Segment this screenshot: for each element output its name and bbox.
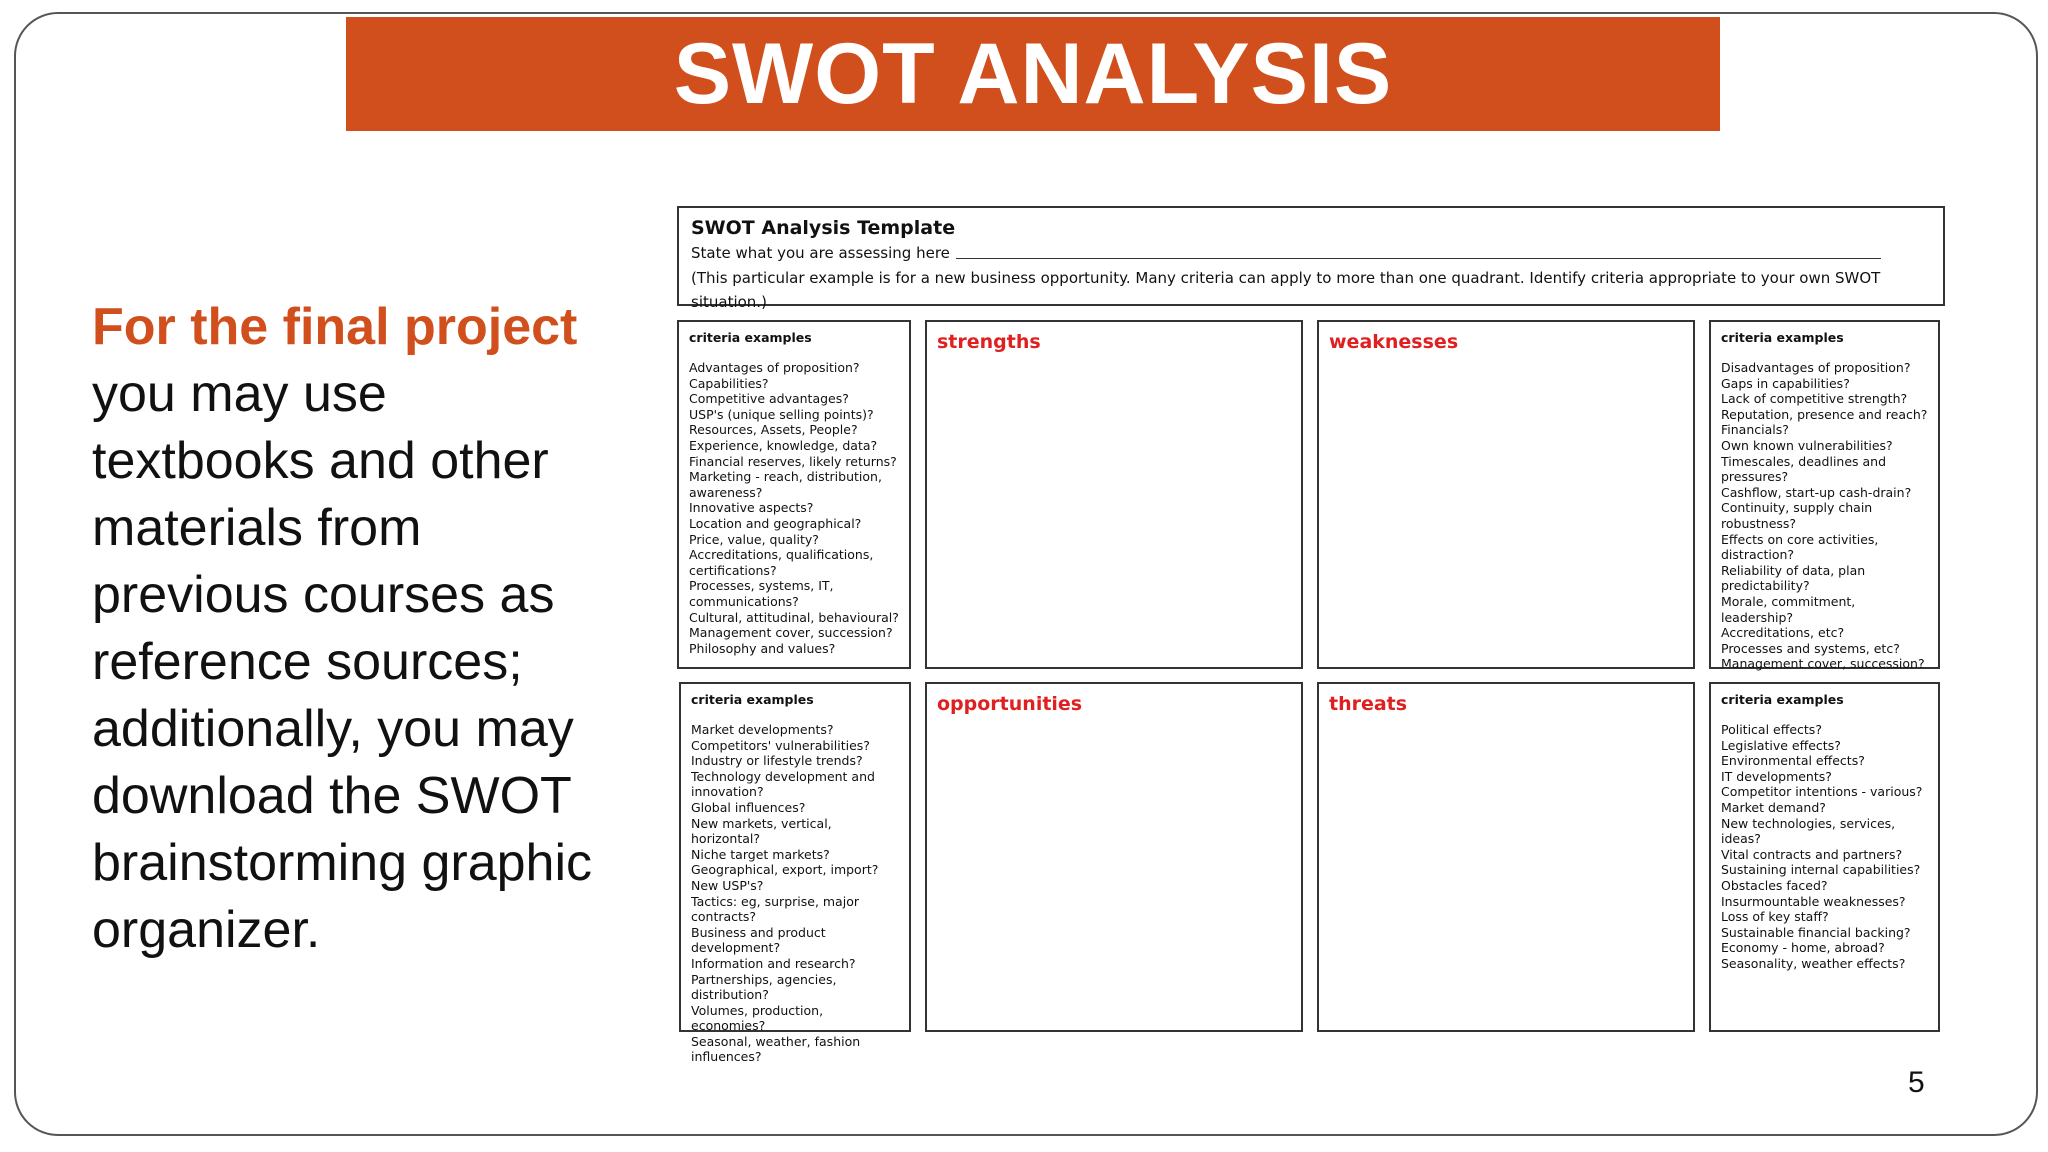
criteria-item: IT developments? xyxy=(1721,768,1832,784)
criteria-item: Business and product development? xyxy=(691,924,826,956)
criteria-item: Processes, systems, IT, xyxy=(689,578,834,594)
body-text xyxy=(92,294,652,964)
body-line: previous courses as xyxy=(92,566,555,624)
criteria-item: New technologies, services, ideas? xyxy=(1721,815,1896,847)
criteria-item: awareness? xyxy=(689,484,763,500)
criteria-item: communications? xyxy=(689,593,799,609)
template-title: SWOT Analysis Template xyxy=(691,217,956,239)
criteria-item: Cultural, attitudinal, behavioural? xyxy=(689,609,899,625)
body-highlight: For the final project xyxy=(92,298,578,356)
criteria-item: Competitive advantages? xyxy=(689,391,849,407)
body-line: organizer. xyxy=(92,901,321,959)
criteria-item: Financial reserves, likely returns? xyxy=(689,453,897,469)
criteria-item: Vital contracts and partners? xyxy=(1721,846,1903,862)
criteria-item: USP's (unique selling points)? xyxy=(689,406,874,422)
page-number: 5 xyxy=(1908,1066,1925,1099)
criteria-item: Sustainable financial backing? xyxy=(1721,924,1911,940)
criteria-item: Morale, commitment, leadership? xyxy=(1721,593,1856,625)
body-line: textbooks and other xyxy=(92,432,549,490)
criteria-item: Volumes, production, economies? xyxy=(691,1002,824,1034)
criteria-item: Political effects? xyxy=(1721,722,1822,737)
criteria-item: distraction? xyxy=(1721,547,1795,563)
template-state-line xyxy=(691,240,1931,266)
template-note: (This particular example is for a new business opportunity. Many criteria can apply to more than one quadrant. Identify criteria appropriate to your own SWOT situation.) xyxy=(691,269,1881,311)
criteria-item: Innovative aspects? xyxy=(689,500,814,516)
criteria-box-opportunities xyxy=(679,682,911,1065)
criteria-item: Effects on core activities, xyxy=(1721,531,1879,547)
criteria-list xyxy=(691,722,899,1065)
criteria-item: predictability? xyxy=(1721,578,1810,594)
quadrant-heading-opportunities: opportunities xyxy=(937,693,1083,715)
criteria-item: Obstacles faced? xyxy=(1721,877,1828,893)
criteria-item: robustness? xyxy=(1721,515,1797,531)
criteria-item: New markets, vertical, horizontal? xyxy=(691,815,832,847)
quadrant-weaknesses xyxy=(1317,320,1695,669)
criteria-box-strengths xyxy=(677,320,911,669)
criteria-item: Cashflow, start-up cash-drain? xyxy=(1721,484,1912,500)
criteria-item: Environmental effects? xyxy=(1721,753,1865,769)
criteria-item: Technology development and xyxy=(691,768,875,784)
criteria-item: Accreditations, qualifications, xyxy=(689,547,874,563)
body-line: download the SWOT xyxy=(92,767,572,825)
criteria-item: Price, value, quality? xyxy=(689,531,819,547)
criteria-item: Management cover, succession? xyxy=(689,625,893,641)
criteria-item: Advantages of proposition? xyxy=(689,360,860,375)
body-line: additionally, you may xyxy=(92,700,574,758)
criteria-item: Own known vulnerabilities? xyxy=(1721,437,1893,453)
criteria-item: Seasonal, weather, fashion xyxy=(691,1033,861,1049)
criteria-item: Competitor intentions - various? xyxy=(1721,784,1923,800)
criteria-box-threats xyxy=(1709,682,1940,1032)
criteria-item: Financials? xyxy=(1721,422,1789,438)
criteria-item: Loss of key staff? xyxy=(1721,909,1829,925)
slide-title: SWOT ANALYSIS xyxy=(673,26,1393,122)
criteria-item: Processes and systems, etc? xyxy=(1721,640,1900,656)
criteria-item: Industry or lifestyle trends? xyxy=(691,753,863,769)
body-line: brainstorming graphic xyxy=(92,834,593,892)
criteria-item: Gaps in capabilities? xyxy=(1721,375,1850,391)
template-state-label: State what you are assessing here xyxy=(691,244,950,262)
criteria-item: Tactics: eg, surprise, major xyxy=(691,893,859,909)
criteria-item: certifications? xyxy=(689,562,777,578)
quadrant-heading-threats: threats xyxy=(1329,693,1408,715)
criteria-list xyxy=(689,360,899,656)
criteria-item: Marketing - reach, distribution, xyxy=(689,469,882,485)
criteria-item: Timescales, deadlines and xyxy=(1721,453,1887,469)
criteria-item: Market demand? xyxy=(1721,799,1826,815)
criteria-item: New USP's? xyxy=(691,877,764,893)
criteria-item: Information and research? xyxy=(691,955,856,971)
criteria-item: Philosophy and values? xyxy=(689,640,836,656)
criteria-item: Seasonality, weather effects? xyxy=(1721,955,1906,971)
criteria-item: Sustaining internal capabilities? xyxy=(1721,862,1921,878)
quadrant-heading-strengths: strengths xyxy=(937,331,1041,353)
criteria-item: Experience, knowledge, data? xyxy=(689,437,878,453)
criteria-item: Disadvantages of proposition? xyxy=(1721,360,1911,375)
criteria-item: Partnerships, agencies, distribution? xyxy=(691,971,837,1003)
criteria-item: innovation? xyxy=(691,784,764,800)
template-underline xyxy=(956,258,1881,259)
criteria-list xyxy=(1721,722,1928,972)
criteria-heading: criteria examples xyxy=(691,692,814,707)
criteria-item: Competitors' vulnerabilities? xyxy=(691,737,870,753)
criteria-item: Geographical, export, import? xyxy=(691,862,879,878)
criteria-item: pressures? xyxy=(1721,469,1789,485)
quadrant-heading-weaknesses: weaknesses xyxy=(1329,331,1459,353)
criteria-list xyxy=(1721,360,1928,672)
body-line: materials from xyxy=(92,499,422,557)
quadrant-threats xyxy=(1317,682,1695,1032)
criteria-item: Capabilities? xyxy=(689,375,769,391)
body-line: reference sources; xyxy=(92,633,523,691)
criteria-item: Continuity, supply chain xyxy=(1721,500,1873,516)
criteria-item: influences? xyxy=(691,1049,762,1065)
criteria-item: Resources, Assets, People? xyxy=(689,422,858,438)
criteria-item: Economy - home, abroad? xyxy=(1721,940,1885,956)
criteria-item: Lack of competitive strength? xyxy=(1721,391,1908,407)
title-banner xyxy=(346,17,1720,131)
quadrant-opportunities xyxy=(925,682,1303,1032)
body-line: you may use xyxy=(92,365,387,423)
criteria-heading: criteria examples xyxy=(689,330,812,345)
criteria-heading: criteria examples xyxy=(1721,692,1844,707)
criteria-item: Reliability of data, plan xyxy=(1721,562,1866,578)
criteria-heading: criteria examples xyxy=(1721,330,1844,345)
criteria-item: Management cover, succession? xyxy=(1721,656,1925,672)
criteria-item: Legislative effects? xyxy=(1721,737,1841,753)
criteria-item: Accreditations, etc? xyxy=(1721,625,1845,641)
criteria-item: Reputation, presence and reach? xyxy=(1721,406,1928,422)
quadrant-strengths xyxy=(925,320,1303,669)
criteria-item: Location and geographical? xyxy=(689,515,862,531)
template-header xyxy=(677,206,1945,311)
criteria-item: Market developments? xyxy=(691,722,834,737)
criteria-box-weaknesses xyxy=(1709,320,1940,672)
criteria-item: contracts? xyxy=(691,909,757,925)
criteria-item: Niche target markets? xyxy=(691,846,830,862)
criteria-item: Insurmountable weaknesses? xyxy=(1721,893,1906,909)
criteria-item: Global influences? xyxy=(691,799,806,815)
